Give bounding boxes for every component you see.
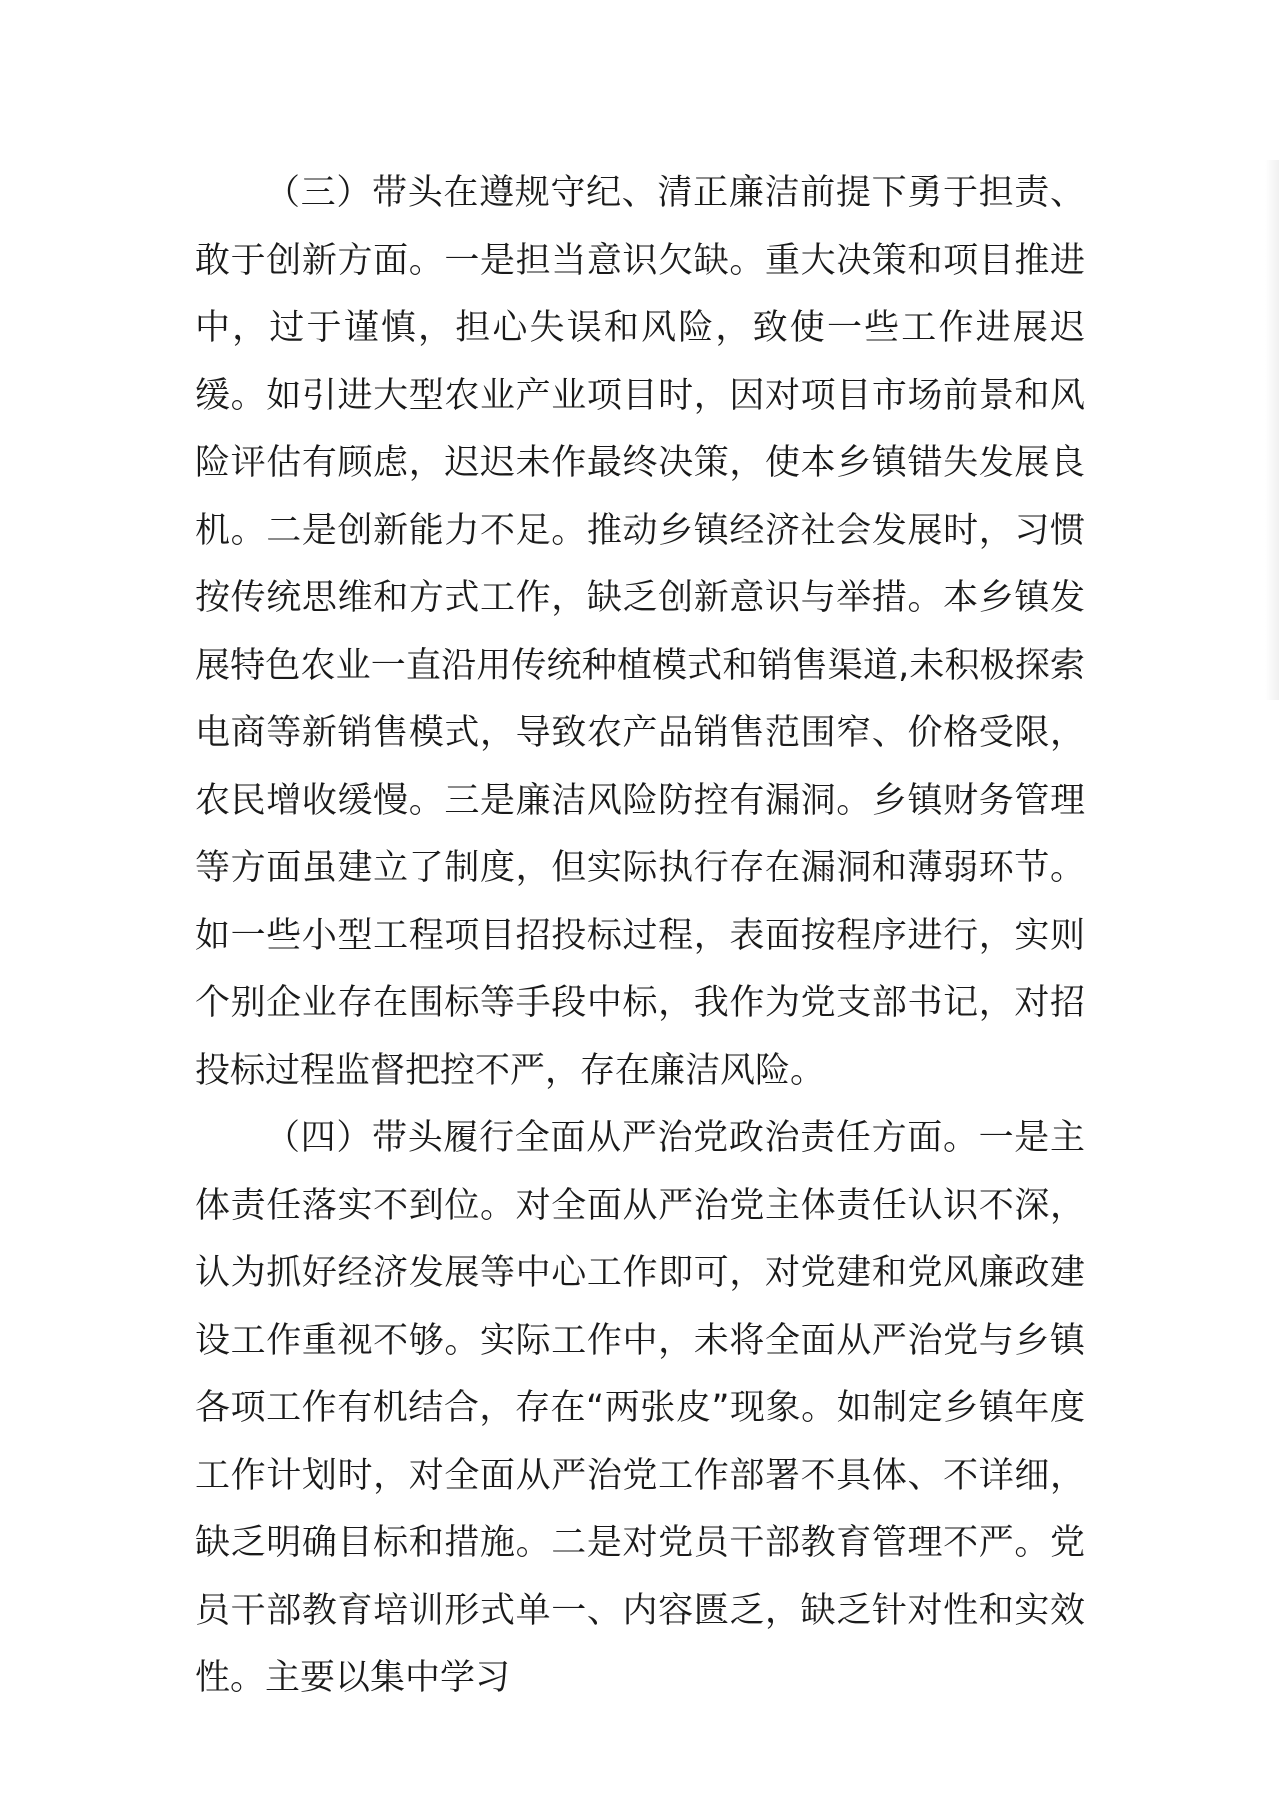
page-edge-shadow [1265,160,1279,700]
paragraph-section-four: （四）带头履行全面从严治党政治责任方面。一是主体责任落实不到位。对全面从严治党主体责任认识不深，认为抓好经济发展等中心工作即可，对党建和党风廉政建设工作重视不够。实际工作中，未将全面从严治党与乡镇各项工作有机结合，存在“两张皮”现象。如制定乡镇年度工作计划时，对全面从严治党工作部署不具体、不详细，缺乏明确目标和措施。二是对党员干部教育管理不严。党员干部教育培训形式单一、内容匮乏，缺乏针对性和实效性。主要以集中学习 [195,1118,1085,1698]
paragraph-section-three: （三）带头在遵规守纪、清正廉洁前提下勇于担责、敢于创新方面。一是担当意识欠缺。重大决策和项目推进中，过于谨慎，担心失误和风险，致使一些工作进展迟缓。如引进大型农业产业项目时，因对项目市场前景和风险评估有顾虑，迟迟未作最终决策，使本乡镇错失发展良机。二是创新能力不足。推动乡镇经济社会发展时，习惯按传统思维和方式工作，缺乏创新意识与举措。本乡镇发展特色农业一直沿用传统种植模式和销售渠道,未积极探索电商等新销售模式，导致农产品销售范围窄、价格受限，农民增收缓慢。三是廉洁风险防控有漏洞。乡镇财务管理等方面虽建立了制度，但实际执行存在漏洞和薄弱环节。如一些小型工程项目招投标过程，表面按程序进行，实则个别企业存在围标等手段中标，我作为党支部书记，对招投标过程监督把控不严，存在廉洁风险。 [195,173,1085,1091]
document-body [195,160,1085,1713]
